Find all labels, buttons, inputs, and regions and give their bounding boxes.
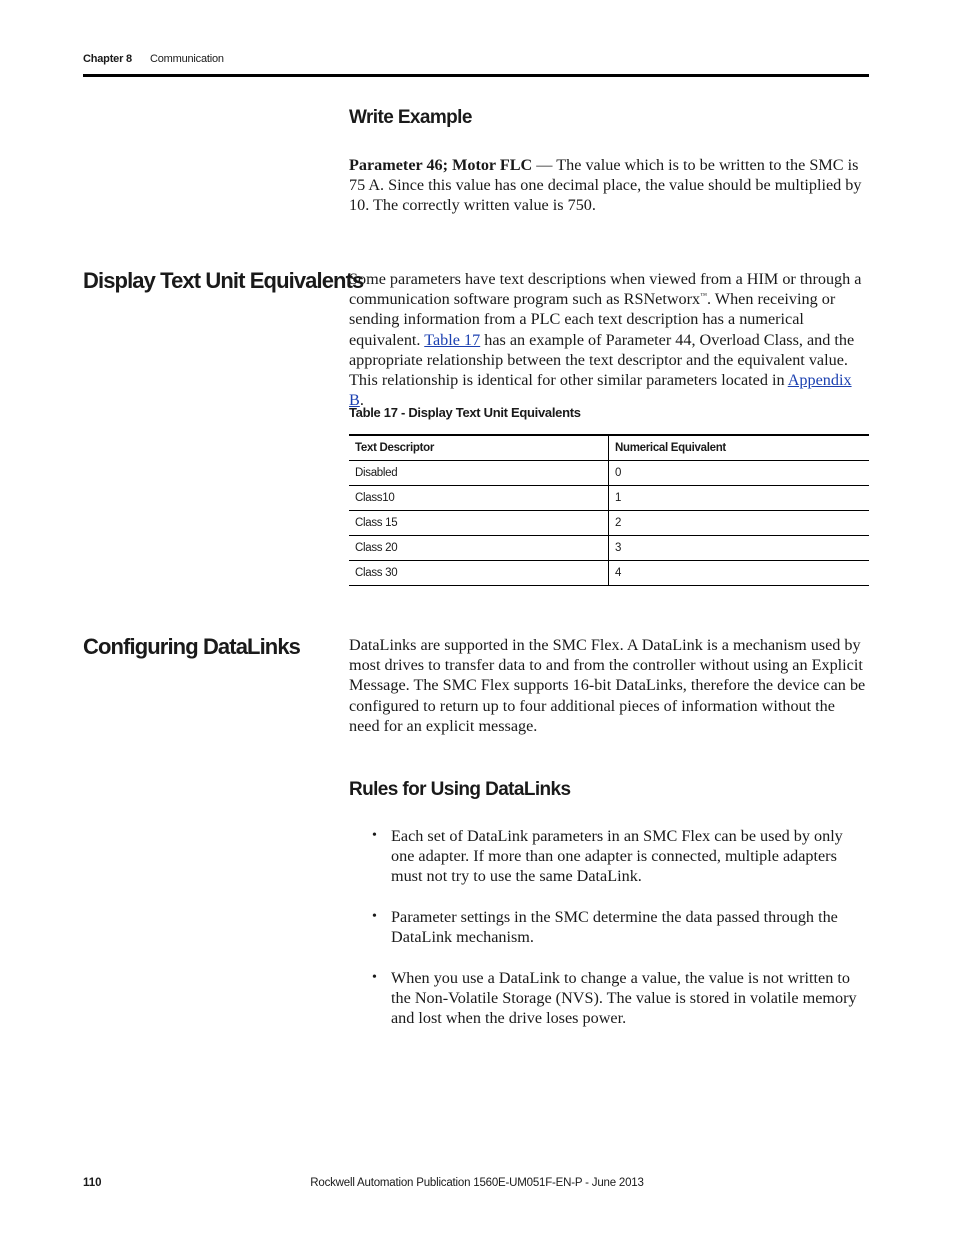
list-item — [349, 907, 869, 947]
write-example-paragraph — [349, 155, 869, 216]
param-label: Parameter 46; Motor FLC — [349, 156, 533, 174]
table-cell: 3 — [609, 536, 870, 561]
bullet-icon: • — [372, 970, 377, 986]
display-text-part-4: . — [359, 391, 364, 410]
appendix-b-link[interactable]: Appendix B — [349, 371, 852, 410]
datalinks-paragraph: DataLinks are supported in the SMC Flex. A DataLink is a mechanism used by most drives to transfer data to and from the controller without using an Explicit Message. The SMC Flex supports 16-bit DataLinks, therefore the device can be configured to return up to four additional pieces of information without the need for an explicit message. — [349, 636, 866, 735]
list-item-text: Parameter settings in the SMC determine the data passed through the DataLink mechanism. — [391, 908, 838, 947]
list-item — [349, 826, 869, 887]
display-text-part-3: has an example of Parameter 44, Overload Class, and the appropriate relationship between the text descriptor and the equivalent value. This relationship is identical for other similar parameters located in — [349, 330, 855, 390]
display-text-paragraph — [349, 269, 869, 410]
table-cell: 0 — [609, 461, 870, 486]
list-item — [349, 968, 869, 1029]
bullet-icon: • — [372, 909, 377, 925]
table-cell: Class 30 — [349, 561, 609, 586]
publication-footer: Rockwell Automation Publication 1560E-UM051F-EN-P - June 2013 — [310, 1177, 644, 1189]
table-cell: Class 15 — [349, 511, 609, 536]
chapter-label: Chapter 8 — [83, 53, 132, 65]
header-rule — [83, 74, 869, 77]
table-header-row — [349, 435, 869, 461]
list-item-text: When you use a DataLink to change a value, the value is not written to the Non-Volatile Storage (NVS). The value is stored in volatile memory and lost when the drive loses power. — [391, 969, 857, 1028]
table-row — [349, 536, 869, 561]
section-label: Communication — [150, 53, 224, 65]
write-example-heading: Write Example — [349, 107, 472, 128]
rules-heading: Rules for Using DataLinks — [349, 779, 571, 800]
table-caption: Table 17 - Display Text Unit Equivalents — [349, 405, 581, 420]
table-row — [349, 461, 869, 486]
table-row — [349, 511, 869, 536]
trademark-symbol: ™ — [700, 291, 707, 300]
rules-list — [349, 826, 869, 1049]
table-row — [349, 486, 869, 511]
table-header-cell: Numerical Equivalent — [609, 435, 870, 461]
table-17-link[interactable]: Table 17 — [424, 330, 481, 349]
table-cell: 2 — [609, 511, 870, 536]
table-cell: 4 — [609, 561, 870, 586]
table-cell: Class 20 — [349, 536, 609, 561]
table-cell: Disabled — [349, 461, 609, 486]
write-example-text: — The value which is to be written to the SMC is 75 A. Since this value has one decimal place, the value should be multiplied by 10. The correctly written value is 750. — [349, 156, 862, 215]
datalinks-heading: Configuring DataLinks — [83, 634, 300, 659]
table-cell: Class10 — [349, 486, 609, 511]
display-text-part-1: Some parameters have text descriptions when viewed from a HIM or through a communication software program such as RSNetworx — [349, 270, 862, 309]
display-text-heading: Display Text Unit Equivalents — [83, 268, 364, 293]
table-header-cell: Text Descriptor — [349, 435, 609, 461]
display-text-part-2: . When receiving or sending information from a PLC each text description has a numerical equivalent. — [349, 290, 836, 349]
table-cell: 1 — [609, 486, 870, 511]
list-item-text: Each set of DataLink parameters in an SMC Flex can be used by only one adapter. If more than one adapter is connected, multiple adapters must not try to use the same DataLink. — [391, 827, 843, 886]
display-text-table — [349, 434, 869, 586]
table-row — [349, 561, 869, 586]
bullet-icon: • — [372, 828, 377, 843]
page-number: 110 — [83, 1177, 102, 1189]
